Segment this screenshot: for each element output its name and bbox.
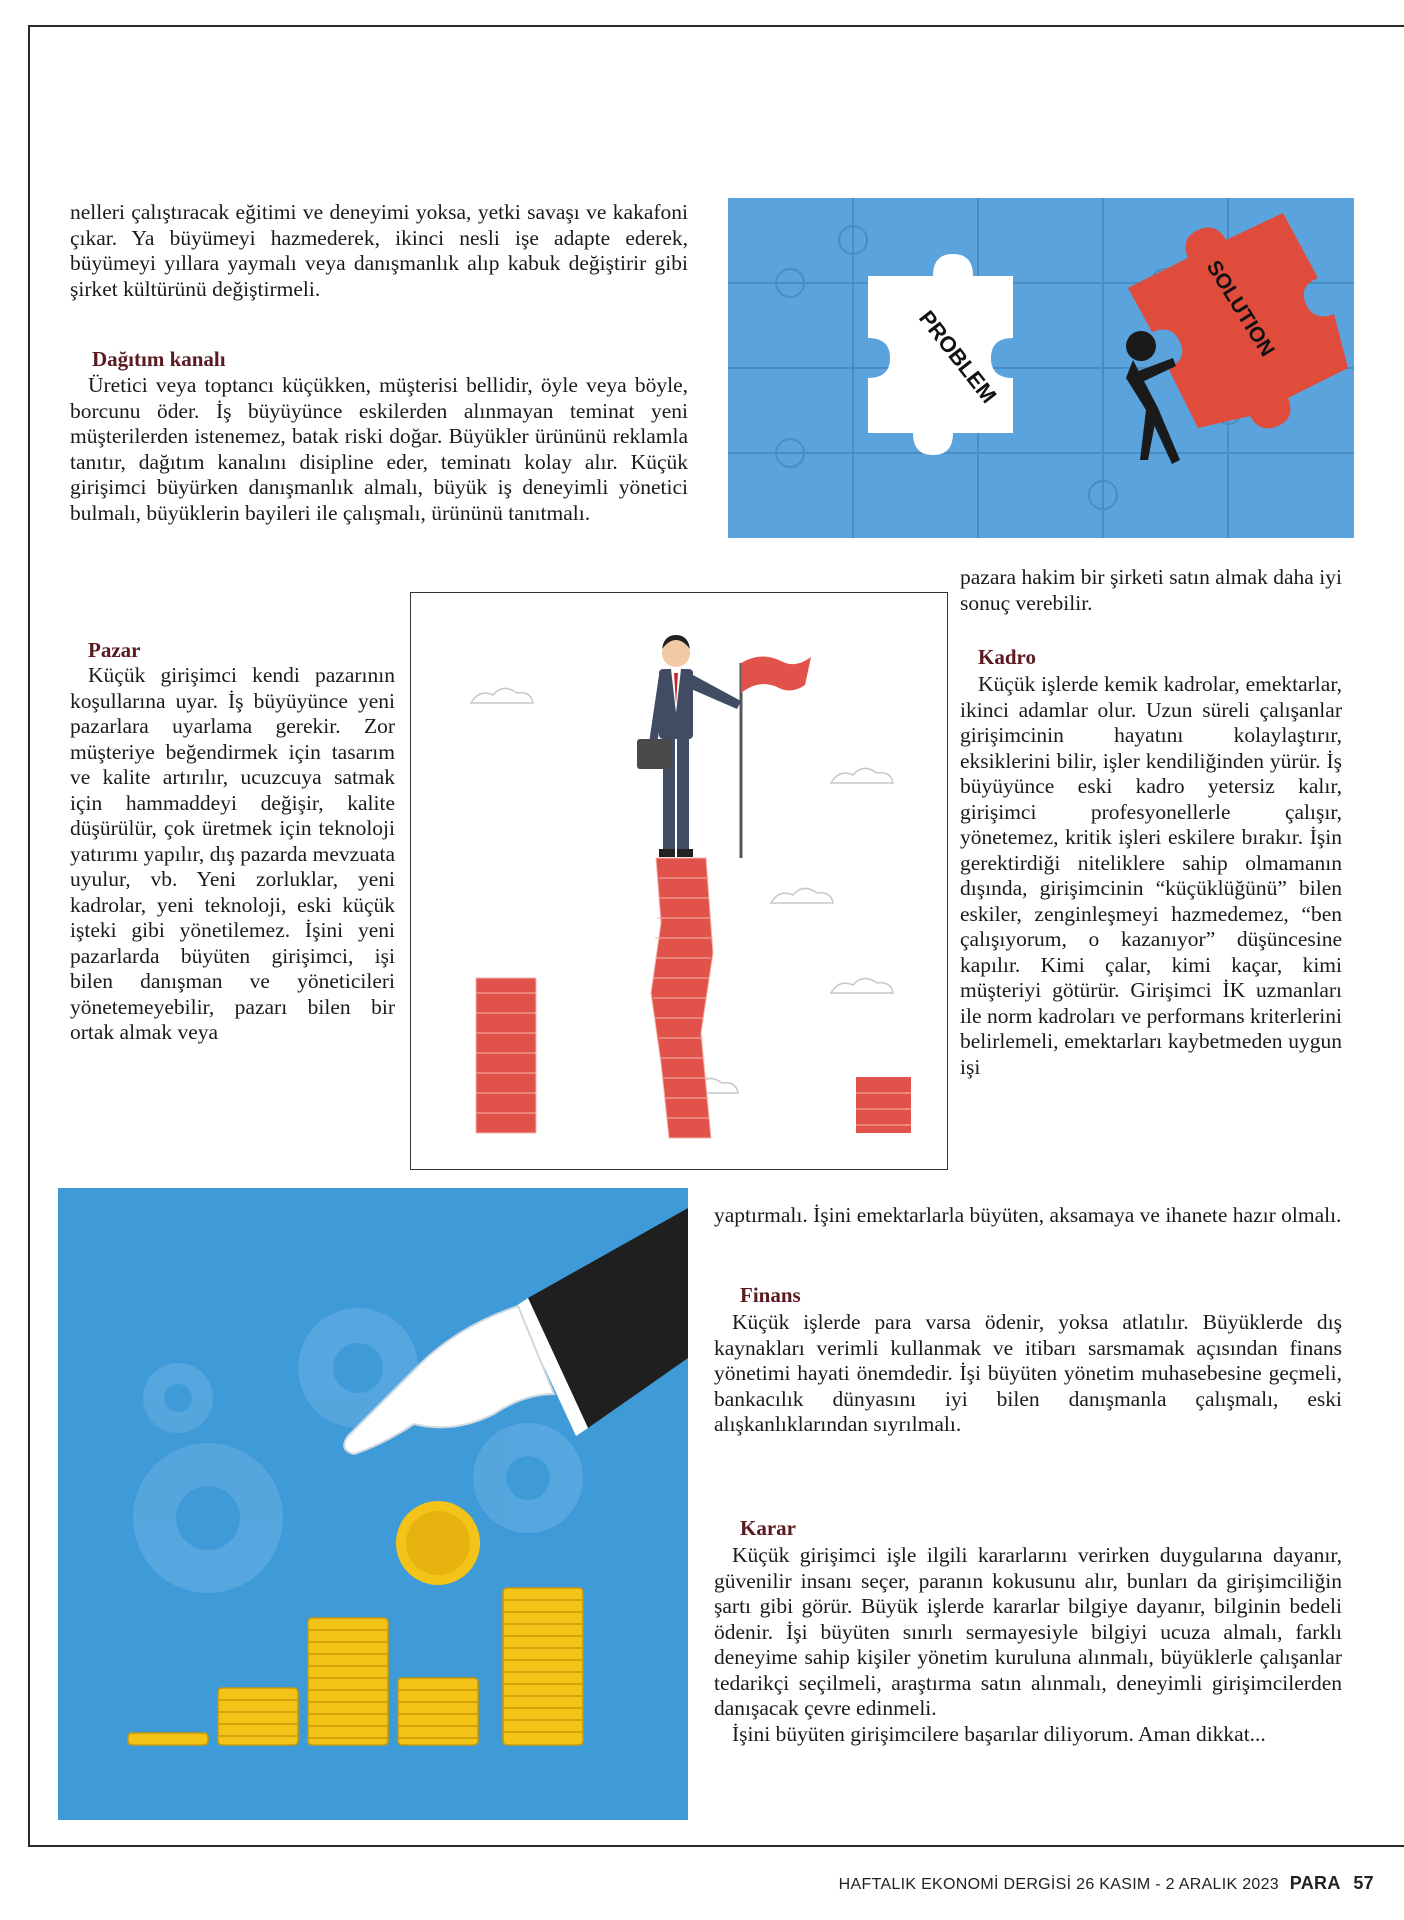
solution-label: SOLUTION bbox=[1201, 256, 1279, 361]
flag bbox=[741, 656, 811, 858]
top-rule bbox=[28, 25, 1404, 27]
coins-illustration bbox=[58, 1188, 688, 1820]
carrier-figure bbox=[1126, 331, 1180, 464]
karar-closing: İşini büyüten girişimcilere başarılar diliyorum. Aman dikkat... bbox=[732, 1721, 1266, 1746]
pazar-text: Küçük girişimci kendi pazarının koşullarına uyar. İş büyüyünce yeni pazarlara uyarlama gerekir. Zor müşteriye beğendirmek için tasarım ve kalite artırılır, ucuzcuya satmak için hammaddeyi değişir, kalite düşürülür, çok üretmek için teknoloji yatırımı yapılır, dış pazarda mevzuata uyulur, vb. Yeni zorluklar, yeni kadrolar, yeni teknoloji, eski küçük işteki gibi yönetilemez. İşini yeni pazarlarda büyüten girişimci, işi bilen danışman ve yöneticileri yönetemeyebilir, pazarı bilen bir ortak almak veya bbox=[70, 663, 395, 1044]
problem-label: PROBLEM bbox=[914, 305, 1002, 408]
kadro-continued bbox=[714, 1203, 1342, 1229]
page-footer bbox=[839, 1873, 1374, 1894]
finans-text: Küçük işlerde para varsa ödenir, yoksa atlatılır. Büyüklerde dış kaynakları verimli kullanmak ve itibarı sarsmamak açısından finans yönetimi hayati önemdedir. İşi büyüten yönetim muhasebesine geçmeli, bankacılık dünyasını iyi bilen danışmanla çalışmalı, eski alışkanlıklarından sıyrılmalı. bbox=[714, 1310, 1342, 1436]
kadro-heading: Kadro bbox=[978, 645, 1036, 669]
businessman-illustration bbox=[410, 592, 948, 1170]
dagitim-paragraph bbox=[70, 373, 688, 526]
finans-paragraph bbox=[714, 1310, 1342, 1438]
puzzle-svg bbox=[728, 198, 1354, 538]
karar-text: Küçük girişimci işle ilgili kararlarını verirken duygularına dayanır, güvenilir insanı seçer, paranın kokusunu alır, bunları da girişimciliğin şartı gibi görür. Büyük işlerde kararlar bilgiye dayanır, bilginin bedeli ödenir. İşi büyüten sınırlı sermayesiyle bilgiyi ucuza almalı, farklı deneyime sahip kişiler yönetim kuruluna alınmalı, büyüklerle çalışanlar tedarikçi seçilmeli, araştırma satın alınmalı, deneyimli girişimcilerden danışacak çevre edinmeli. bbox=[714, 1543, 1342, 1720]
intro-text: nelleri çalıştıracak eğitimi ve deneyimi yoksa, yetki savaşı ve kakafoni çıkar. Ya büyümeyi hazmederek, ikinci nesli işe adapte ederek, büyümeyi yıllara yaymalı veya danışmanlık alıp kabuk değiştirir gibi şirket kültürünü değiştirmeli. bbox=[70, 200, 688, 301]
left-rule bbox=[28, 25, 30, 1845]
karar-paragraph bbox=[714, 1543, 1342, 1747]
magazine-brand: PARA bbox=[1289, 1873, 1341, 1893]
pazar-paragraph bbox=[70, 663, 395, 1046]
karar-heading: Karar bbox=[740, 1516, 796, 1540]
bottom-rule bbox=[28, 1845, 1404, 1847]
finans-heading: Finans bbox=[740, 1283, 801, 1307]
dagitim-heading: Dağıtım kanalı bbox=[92, 347, 226, 371]
pazar-heading: Pazar bbox=[88, 638, 141, 662]
kadro-text: Küçük işlerde kemik kadrolar, emektarlar, ikinci adamlar olur. Uzun süreli çalışanlar girişimcinin hayatını kolaylaştırır, eksiklerini bilir, işler kendiliğinden yürür. İş büyüyünce eski kadro yetersiz kalır, girişimci profesyonellerle çalışır, yönetemez, kritik işleri eskilere bırakır. İşin gerektirdiği niteliklere sahip olmamanın dışında, girişimcinin “küçüklüğünü” bilen eskiler, zenginleşmeyi hazmedemez, “ben çalışıyorum, o kazanıyor” düşüncesine kapılır. Kimi çalar, kimi kaçar, kimi müşteriyi götürür. Girişimci İK uzmanları ile norm kadroları ve performans kriterlerini belirlemeli, emektarları kaybetmeden uygun işi bbox=[960, 672, 1342, 1079]
kadro-continued-text: yaptırmalı. İşini emektarlarla büyüten, aksamaya ve ihanete hazır olmalı. bbox=[714, 1203, 1342, 1227]
intro-paragraph bbox=[70, 200, 688, 302]
pazar-continued-text: pazara hakim bir şirketi satın almak daha iyi sonuç verebilir. bbox=[960, 565, 1342, 615]
kadro-paragraph bbox=[960, 672, 1342, 1080]
dagitim-text: Üretici veya toptancı küçükken, müşterisi bellidir, öyle veya böyle, borcunu öder. İş büyüyünce eskilerden alınmayan teminat yeni müşterilerden istenemez, batak riski doğar. Büyükler ürününü reklamla tanıtır, dağıtım kanalını disipline eder, teminatı kolay alır. Küçük girişimci büyürken danışmanlık almalı, büyük iş deneyimli yönetici bulmalı, büyüklerin bayileri ile çalışmalı, ürününü tanıtmalı. bbox=[70, 373, 688, 525]
publication-info: HAFTALIK EKONOMİ DERGİSİ 26 KASIM - 2 ARALIK 2023 bbox=[838, 1876, 1279, 1893]
businessman-svg bbox=[411, 593, 947, 1169]
page-number: 57 bbox=[1353, 1873, 1374, 1893]
businessman bbox=[637, 635, 741, 857]
pazar-continued bbox=[960, 565, 1342, 616]
puzzle-illustration bbox=[728, 198, 1354, 538]
coins-svg bbox=[58, 1188, 688, 1820]
coin-stack-left bbox=[476, 978, 536, 1133]
held-coin bbox=[396, 1501, 480, 1585]
